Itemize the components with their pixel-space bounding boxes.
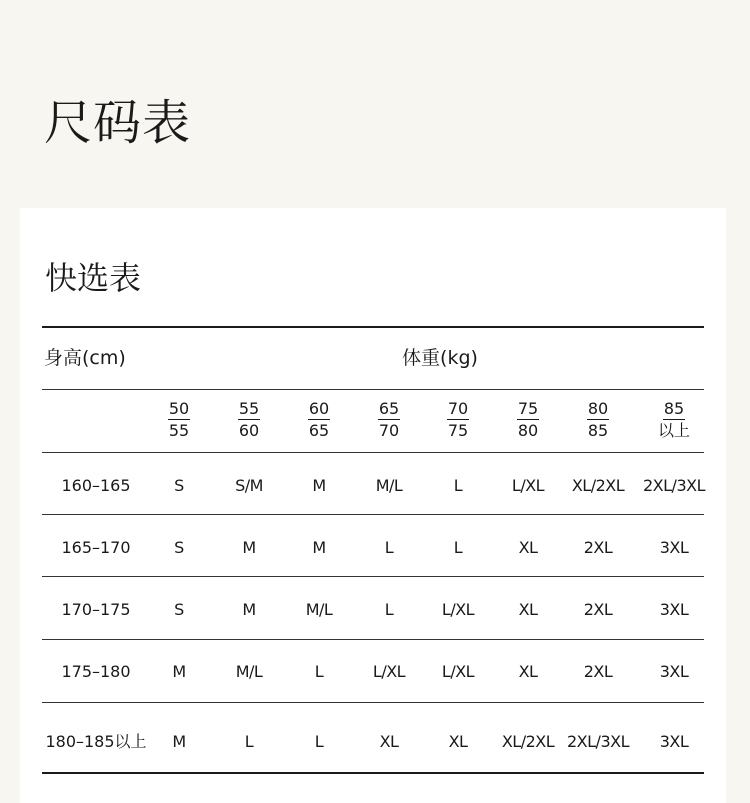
size-cell: 3XL	[659, 538, 689, 557]
table-row	[20, 722, 726, 762]
size-cell: M/L	[305, 600, 333, 619]
size-cell: L	[314, 732, 324, 751]
height-header: 身高(cm)	[44, 347, 126, 369]
height-range: 165–170	[61, 538, 131, 557]
size-cell: L	[314, 662, 324, 681]
size-cell: M	[172, 662, 186, 681]
weight-range-start: 85	[663, 399, 685, 418]
size-cell: XL/2XL	[571, 476, 625, 495]
size-cell: L/XL	[441, 600, 475, 619]
weight-range-end: 80	[517, 421, 539, 440]
size-cell: L/XL	[372, 662, 406, 681]
size-cell: 2XL	[583, 662, 613, 681]
height-range: 180–185以上	[45, 732, 147, 751]
size-cell: XL/2XL	[501, 732, 555, 751]
size-cell: 2XL	[583, 538, 613, 557]
size-cell: 3XL	[659, 662, 689, 681]
row-divider	[42, 514, 704, 515]
quick-select-title: 快选表	[45, 259, 142, 297]
header-divider	[42, 389, 704, 390]
row-divider	[42, 576, 704, 577]
columns-divider	[42, 452, 704, 453]
size-cell: M	[312, 476, 326, 495]
size-cell: S/M	[235, 476, 263, 495]
size-cell: L/XL	[511, 476, 545, 495]
size-cell: M	[242, 538, 256, 557]
row-divider	[42, 639, 704, 640]
weight-range-end: 55	[168, 421, 190, 440]
size-cell: S	[174, 538, 184, 557]
table-row	[20, 590, 726, 630]
size-cell: M	[242, 600, 256, 619]
size-cell: M/L	[375, 476, 403, 495]
size-cell: L/XL	[441, 662, 475, 681]
size-cell: XL	[379, 732, 399, 751]
weight-range-end: 70	[378, 421, 400, 440]
page-title: 尺码表	[44, 95, 192, 151]
size-cell: 2XL	[583, 600, 613, 619]
weight-column-4	[357, 398, 421, 442]
table-row	[20, 466, 726, 506]
weight-range-start: 80	[587, 399, 609, 418]
weight-range-end: 75	[447, 421, 469, 440]
size-cell: L	[453, 538, 463, 557]
size-cell: L	[384, 600, 394, 619]
weight-header: 体重(kg)	[402, 347, 478, 369]
size-cell: S	[174, 476, 184, 495]
weight-range-start: 50	[168, 399, 190, 418]
table-top-rule	[42, 326, 704, 328]
size-cell: L	[384, 538, 394, 557]
size-cell: 3XL	[659, 600, 689, 619]
size-chart-card	[20, 208, 726, 803]
weight-column-2	[217, 398, 281, 442]
weight-range-end: 85	[587, 421, 609, 440]
size-cell: L	[244, 732, 254, 751]
weight-column-3	[287, 398, 351, 442]
weight-range-end: 65	[308, 421, 330, 440]
height-range: 175–180	[61, 662, 131, 681]
weight-column-6	[496, 398, 560, 442]
weight-column-5	[426, 398, 490, 442]
table-row	[20, 528, 726, 568]
weight-range-end: 60	[238, 421, 260, 440]
weight-range-start: 60	[308, 399, 330, 418]
size-cell: XL	[518, 662, 538, 681]
weight-column-1	[147, 398, 211, 442]
size-cell: 2XL/3XL	[567, 732, 629, 751]
size-cell: L	[453, 476, 463, 495]
size-cell: M/L	[235, 662, 263, 681]
weight-range-start: 55	[238, 399, 260, 418]
size-cell: XL	[518, 538, 538, 557]
height-range: 170–175	[61, 600, 131, 619]
weight-range-start: 65	[378, 399, 400, 418]
weight-range-end: 以上	[657, 421, 690, 440]
weight-column-8	[642, 398, 706, 442]
size-cell: M	[312, 538, 326, 557]
size-cell: S	[174, 600, 184, 619]
table-bottom-rule	[42, 772, 704, 774]
row-divider	[42, 702, 704, 703]
weight-range-start: 70	[447, 399, 469, 418]
size-cell: 3XL	[659, 732, 689, 751]
weight-column-7	[566, 398, 630, 442]
size-cell: XL	[518, 600, 538, 619]
size-cell: XL	[448, 732, 468, 751]
table-row	[20, 652, 726, 692]
height-range: 160–165	[61, 476, 131, 495]
size-cell: M	[172, 732, 186, 751]
size-cell: 2XL/3XL	[643, 476, 705, 495]
weight-range-start: 75	[517, 399, 539, 418]
